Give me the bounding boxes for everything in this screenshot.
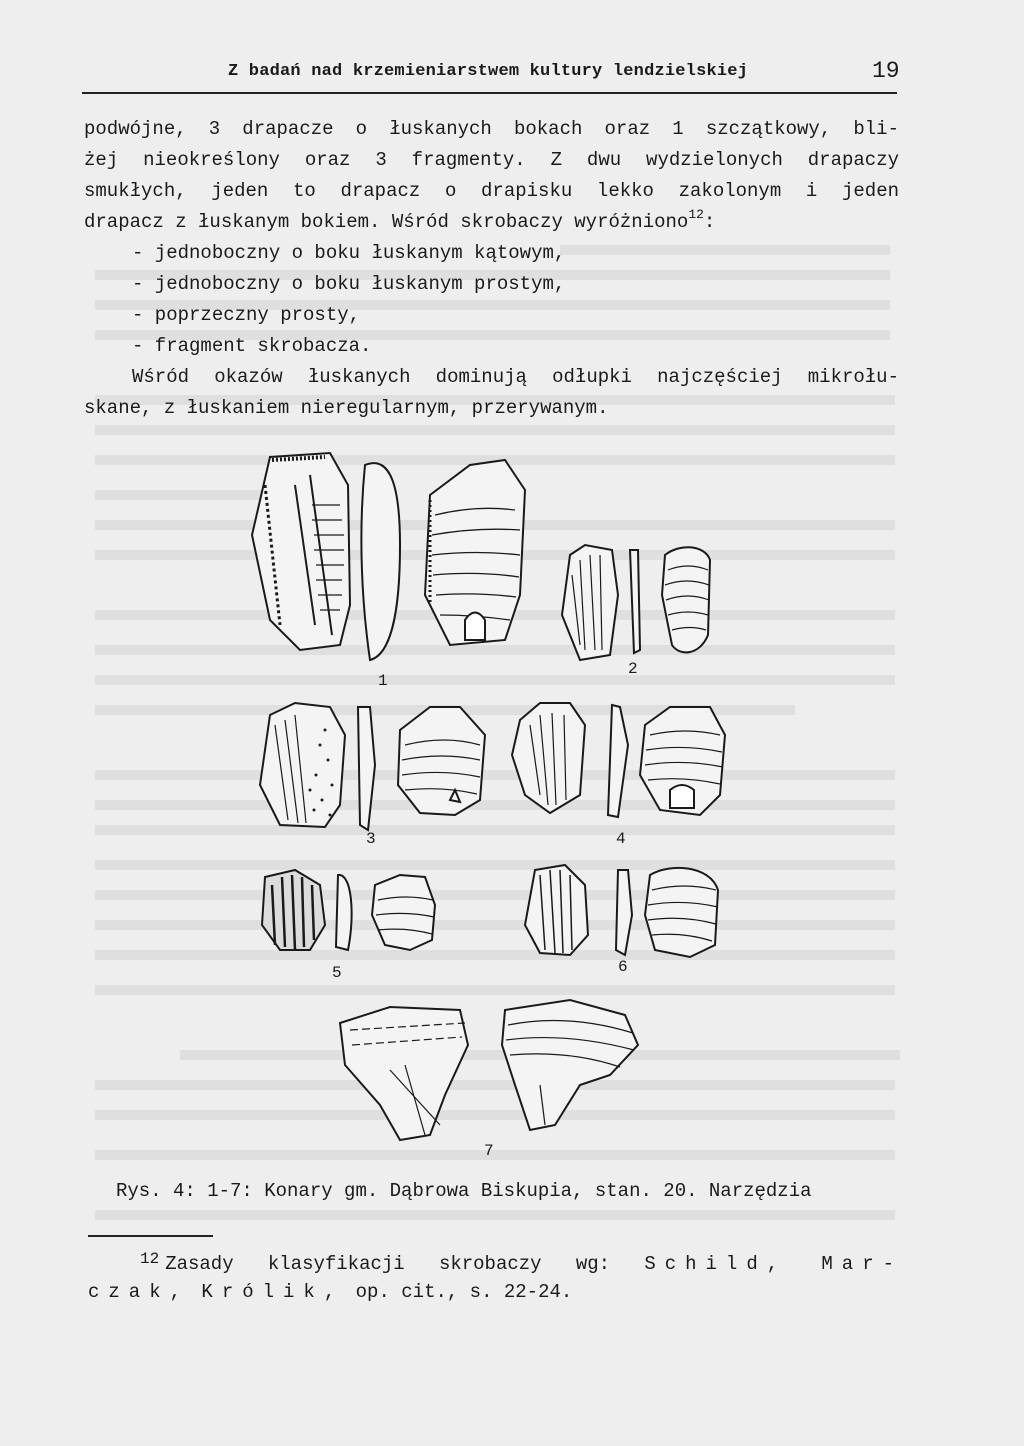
artifact-4c-drawing	[640, 707, 725, 815]
footnote-number: 12	[140, 1250, 160, 1268]
text-line: Wśród okazów łuskanych dominują odłupki najczęściej mikrołu-	[132, 366, 899, 388]
text-span: drapacz z łuskanym bokiem. Wśród skrobaczy wyróżniono	[84, 211, 689, 233]
footnote-author: Mar-	[821, 1253, 904, 1275]
artifact-1b-drawing	[361, 463, 400, 660]
artifact-2a-drawing	[562, 545, 618, 660]
text-line: skane, z łuskaniem nieregularnym, przerywanym.	[84, 397, 609, 419]
footnote-text: Zasady klasyfikacji skrobaczy wg:	[165, 1253, 611, 1275]
figure-caption: Rys. 4: 1-7: Konary gm. Dąbrowa Biskupia, stan. 20. Narzędzia	[116, 1180, 812, 1202]
artifact-number-2: 2	[628, 660, 638, 678]
artifact-1a-drawing	[252, 453, 350, 650]
artifact-6c-drawing	[645, 868, 718, 957]
page-number: 19	[872, 58, 900, 84]
artifact-6a-drawing	[525, 865, 588, 955]
flint-tools-figure	[240, 445, 920, 1155]
artifact-7a-drawing	[340, 1007, 468, 1140]
artifact-5b-drawing	[336, 875, 352, 950]
artifact-number-6: 6	[618, 958, 628, 976]
footnote-author: Schild,	[644, 1253, 788, 1275]
text-line: podwójne, 3 drapacze o łuskanych bokach oraz 1 szczątkowy, bli-	[84, 118, 899, 140]
list-item: - fragment skrobacza.	[132, 335, 372, 357]
artifact-2c-drawing	[662, 547, 710, 652]
footnote-text: op. cit., s. 22-24.	[355, 1281, 573, 1303]
artifact-number-5: 5	[332, 964, 342, 982]
header-rule	[82, 92, 897, 94]
artifact-1c-drawing	[425, 460, 525, 645]
footnote-author: czak,	[88, 1281, 191, 1303]
artifact-7b-drawing	[502, 1000, 638, 1130]
footnote-rule	[88, 1235, 213, 1237]
running-header: Z badań nad krzemieniarstwem kultury lendzielskiej	[228, 62, 749, 81]
artifact-3b-drawing	[358, 707, 375, 830]
artifact-2b-drawing	[630, 550, 640, 653]
artifact-number-7: 7	[484, 1142, 494, 1155]
artifact-number-3: 3	[366, 830, 376, 848]
footnote-line	[88, 1245, 903, 1278]
footnote	[88, 1245, 903, 1306]
artifact-number-1: 1	[378, 672, 388, 690]
artifact-number-4: 4	[616, 830, 626, 848]
artifact-3a-drawing	[260, 703, 345, 827]
footnote-ref[interactable]: 12	[688, 207, 704, 222]
text-line: żej nieokreślony oraz 3 fragmenty. Z dwu wydzielonych drapaczy	[84, 149, 899, 171]
artifact-4b-drawing	[608, 705, 628, 817]
text-span: :	[703, 211, 716, 233]
footnote-line	[88, 1278, 903, 1306]
artifact-5c-drawing	[372, 875, 435, 950]
list-item: - jednoboczny o boku łuskanym prostym,	[132, 273, 566, 295]
text-line	[84, 207, 899, 238]
artifact-4a-drawing	[512, 703, 585, 813]
artifact-6b-drawing	[616, 870, 632, 955]
text-line: smukłych, jeden to drapacz o drapisku lekko zakolonym i jeden	[84, 180, 899, 202]
artifact-5a-drawing	[262, 870, 325, 950]
list-item: - poprzeczny prosty,	[132, 304, 361, 326]
footnote-author: Królik,	[201, 1281, 345, 1303]
list-item: - jednoboczny o boku łuskanym kątowym,	[132, 242, 566, 264]
artifact-3c-drawing	[398, 707, 485, 815]
body-text	[84, 114, 899, 424]
